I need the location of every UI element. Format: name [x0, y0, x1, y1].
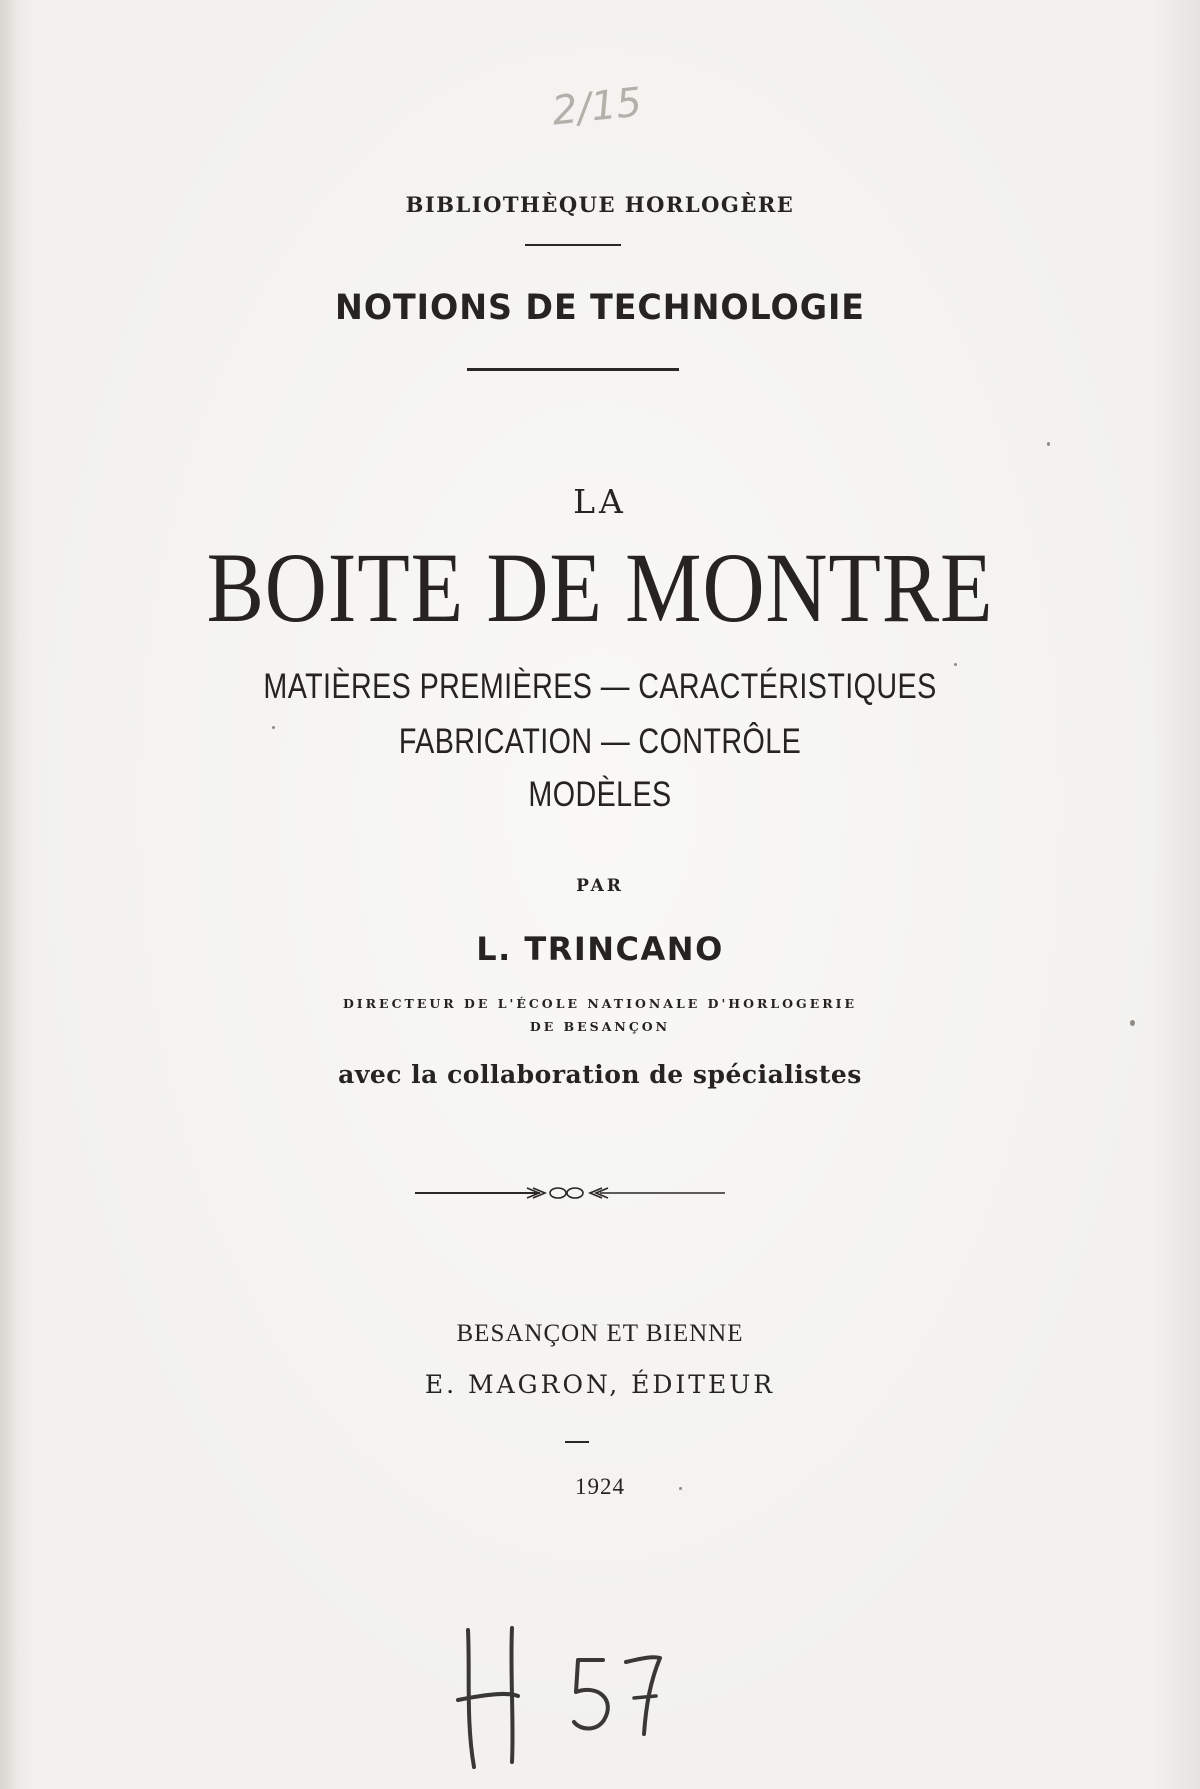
author-role-line-1: DIRECTEUR DE L'ÉCOLE NATIONALE D'HORLOGERIE	[342, 996, 858, 1011]
subtitle-line-1: MATIÈRES PREMIÈRES — CARACTÉRISTIQUES	[263, 667, 937, 706]
collection-name: NOTIONS DE TECHNOLOGIE	[335, 288, 865, 328]
publisher-name: E. MAGRON, ÉDITEUR	[424, 1370, 776, 1399]
author-role-line-2: DE BESANÇON	[529, 1019, 671, 1034]
rule-long	[467, 368, 679, 371]
by-label: PAR	[576, 876, 624, 896]
subtitle-line-2: FABRICATION — CONTRÔLE	[398, 722, 802, 761]
collaboration-note: avec la collaboration de spécialistes	[338, 1060, 862, 1089]
paper-speck	[272, 726, 275, 729]
publication-year: 1924	[575, 1474, 625, 1499]
rule-short	[525, 244, 621, 246]
rule-tiny	[565, 1441, 589, 1443]
shelfmark-handwriting-icon	[448, 1622, 678, 1772]
paper-speck	[1047, 442, 1050, 446]
subtitle-line-3: MODÈLES	[528, 775, 672, 814]
author-name: L. TRINCANO	[476, 930, 724, 968]
series-name: BIBLIOTHÈQUE HORLOGÈRE	[405, 192, 795, 217]
book-title: BOITE DE MONTRE	[206, 532, 994, 643]
paper-speck	[954, 663, 957, 666]
pencil-annotation: 2/15	[549, 79, 644, 135]
title-article: LA	[573, 482, 627, 521]
paper-speck	[679, 1487, 682, 1490]
paper-speck	[1130, 1020, 1135, 1026]
publication-place: BESANÇON ET BIENNE	[456, 1320, 744, 1347]
ornament-divider-icon	[415, 1178, 725, 1208]
